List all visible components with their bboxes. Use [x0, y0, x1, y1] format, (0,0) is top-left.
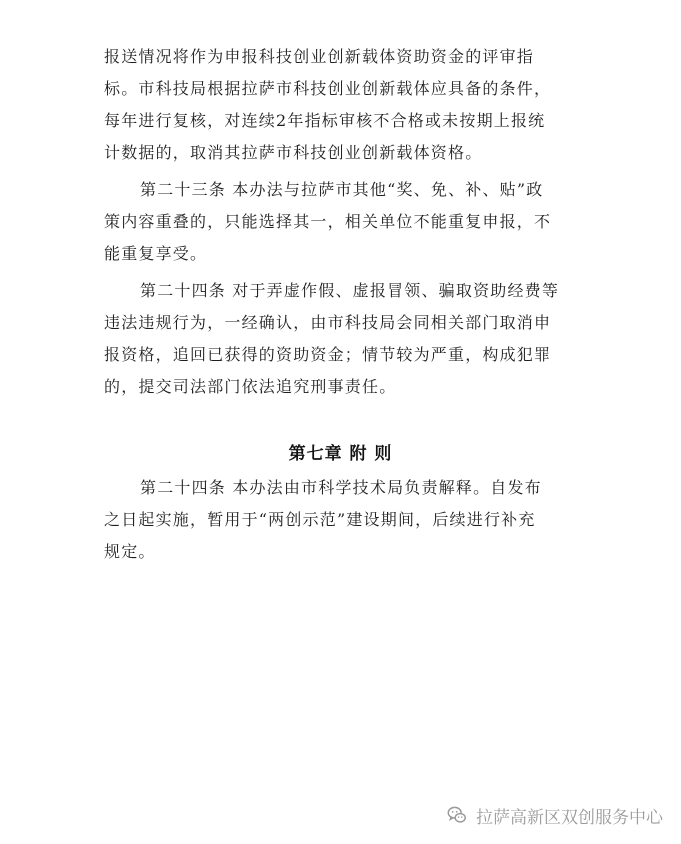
watermark-text: 拉萨高新区双创服务中心	[476, 807, 663, 828]
watermark	[446, 800, 663, 830]
text-line: 报资格，追回已获得的资助资金；情节较为严重，构成犯罪	[104, 345, 552, 364]
wechat-icon	[446, 804, 468, 826]
text-line: 每年进行复核，对连续2年指标审核不合格或未按期上报统	[104, 111, 546, 130]
text-line: 违法违规行为，一经确认，由市科技局会同相关部门取消申	[104, 313, 552, 332]
text-line: 能重复享受。	[104, 244, 208, 263]
text-line: 第二十三条 本办法与拉萨市其他“奖、免、补、贴”政	[140, 180, 544, 199]
text-line: 之日起实施，暂用于“两创示范”建设期间，后续进行补充	[104, 510, 536, 529]
paragraph-article-24	[104, 275, 582, 403]
text-line: 标。市科技局根据拉萨市科技创业创新载体应具备的条件，	[104, 79, 552, 98]
chapter-heading: 第七章 附 则	[288, 444, 393, 464]
paragraph-supplementary	[104, 472, 582, 568]
text-line: 规定。	[104, 542, 156, 561]
text-line: 第二十四条 本办法由市科学技术局负责解释。自发布	[140, 478, 542, 497]
paragraph-reporting	[104, 41, 582, 169]
paragraph-article-23	[104, 174, 582, 270]
text-line: 策内容重叠的，只能选择其一，相关单位不能重复申报，不	[104, 212, 552, 231]
text-line: 报送情况将作为申报科技创业创新载体资助资金的评审指	[104, 47, 535, 66]
text-line: 的，提交司法部门依法追究刑事责任。	[104, 377, 397, 396]
text-line: 第二十四条 对于弄虚作假、虚报冒领、骗取资助经费等	[140, 281, 560, 300]
text-line: 计数据的，取消其拉萨市科技创业创新载体资格。	[104, 143, 483, 162]
